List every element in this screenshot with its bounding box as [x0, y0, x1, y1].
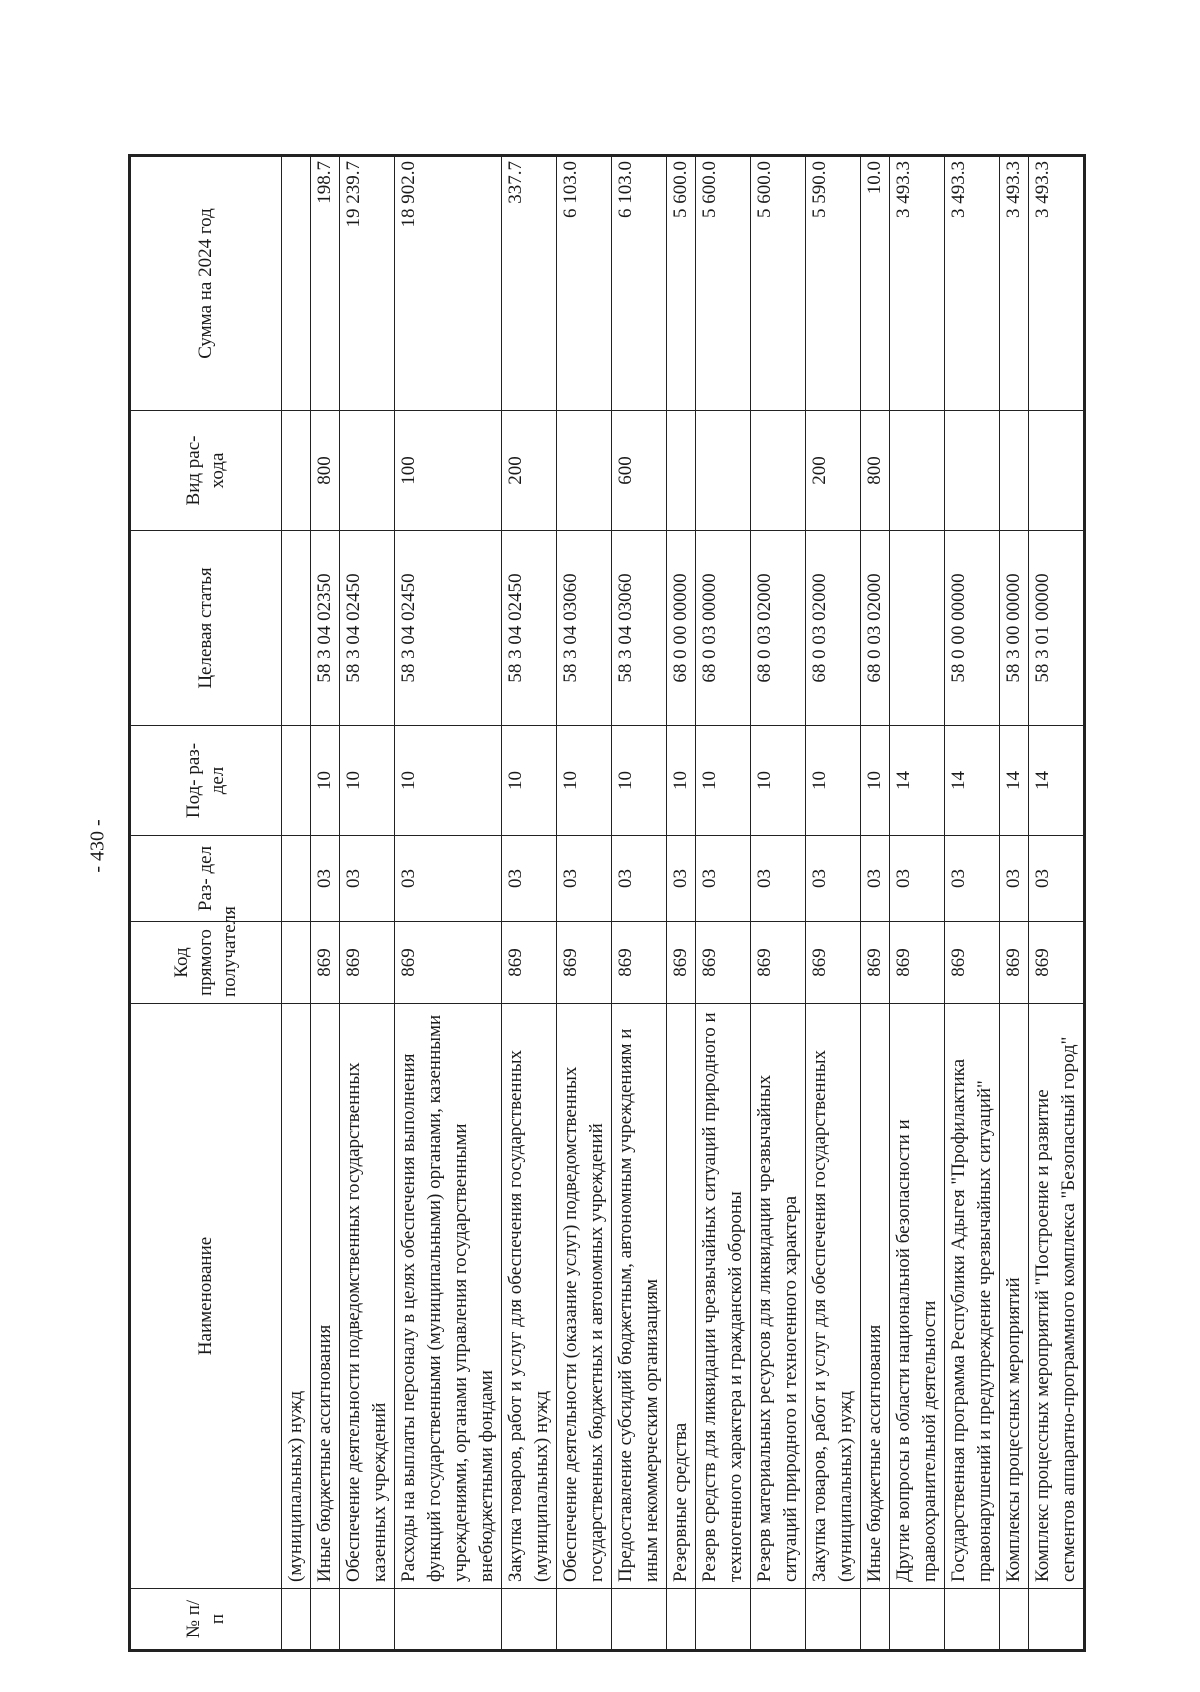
cell-kod: 869	[806, 922, 861, 1004]
cell-summa: 3 493.3	[945, 156, 1000, 411]
cell-podrazdel: 10	[696, 726, 751, 836]
cell-name: Иные бюджетные ассигнования	[311, 1004, 340, 1589]
cell-podrazdel: 10	[502, 726, 557, 836]
table-row	[1000, 156, 1029, 1651]
table-header-row	[130, 156, 282, 1651]
cell-summa: 337.7	[502, 156, 557, 411]
cell-no	[311, 1589, 340, 1651]
cell-podrazdel: 14	[890, 726, 945, 836]
cell-razdel: 03	[945, 836, 1000, 922]
cell-name: Резерв средств для ликвидации чрезвычайных ситуаций природного и техногенного характера и гражданской обороны	[696, 1004, 751, 1589]
cell-summa: 3 493.3	[1029, 156, 1085, 411]
cell-celevaya: 68 0 03 02000	[806, 531, 861, 726]
table-row	[890, 156, 945, 1651]
table-row	[667, 156, 696, 1651]
table-row	[751, 156, 806, 1651]
cell-razdel: 03	[502, 836, 557, 922]
cell-summa: 18 902.0	[395, 156, 502, 411]
cell-podrazdel: 10	[667, 726, 696, 836]
cell-kod	[282, 922, 311, 1004]
cell-no	[945, 1589, 1000, 1651]
table-row	[806, 156, 861, 1651]
cell-podrazdel: 10	[861, 726, 890, 836]
table-row	[311, 156, 340, 1651]
header-vid: Вид рас- хода	[130, 411, 282, 531]
cell-no	[340, 1589, 395, 1651]
table-row	[282, 156, 311, 1651]
table-row	[340, 156, 395, 1651]
cell-summa: 6 103.0	[612, 156, 667, 411]
cell-kod: 869	[395, 922, 502, 1004]
cell-name: Другие вопросы в области национальной безопасности и правоохранительной деятельности	[890, 1004, 945, 1589]
cell-podrazdel: 10	[612, 726, 667, 836]
cell-vid	[751, 411, 806, 531]
cell-name: Предоставление субсидий бюджетным, автономным учреждениям и иным некоммерческим организациям	[612, 1004, 667, 1589]
cell-no	[395, 1589, 502, 1651]
cell-razdel: 03	[340, 836, 395, 922]
table-row	[502, 156, 557, 1651]
cell-vid	[282, 411, 311, 531]
cell-vid: 200	[806, 411, 861, 531]
table-row	[945, 156, 1000, 1651]
cell-vid	[557, 411, 612, 531]
cell-summa: 5 600.0	[696, 156, 751, 411]
header-name: Наименование	[130, 1004, 282, 1589]
cell-vid: 800	[861, 411, 890, 531]
cell-celevaya: 58 3 04 03060	[557, 531, 612, 726]
cell-name: (муниципальных) нужд	[282, 1004, 311, 1589]
cell-vid	[340, 411, 395, 531]
cell-summa: 5 600.0	[751, 156, 806, 411]
cell-no	[502, 1589, 557, 1651]
cell-celevaya: 58 0 00 00000	[945, 531, 1000, 726]
cell-kod: 869	[340, 922, 395, 1004]
cell-name: Комплекс процессных мероприятий "Построение и развитие сегментов аппаратно-программного комплекса "Безопасный город"	[1029, 1004, 1085, 1589]
cell-name: Комплексы процессных мероприятий	[1000, 1004, 1029, 1589]
cell-celevaya: 68 0 03 00000	[696, 531, 751, 726]
cell-summa: 3 493.3	[1000, 156, 1029, 411]
cell-name: Расходы на выплаты персоналу в целях обеспечения выполнения функций государственными (муниципальными) органами, казенными учреждениями, органами управления государственными внебюджетными фондами	[395, 1004, 502, 1589]
cell-no	[282, 1589, 311, 1651]
cell-summa: 5 600.0	[667, 156, 696, 411]
cell-name: Резервные средства	[667, 1004, 696, 1589]
cell-vid	[945, 411, 1000, 531]
table-row	[1029, 156, 1085, 1651]
cell-kod: 869	[612, 922, 667, 1004]
cell-podrazdel: 10	[751, 726, 806, 836]
cell-kod: 869	[1000, 922, 1029, 1004]
cell-kod: 869	[557, 922, 612, 1004]
cell-no	[1000, 1589, 1029, 1651]
cell-kod: 869	[861, 922, 890, 1004]
cell-razdel: 03	[395, 836, 502, 922]
cell-no	[612, 1589, 667, 1651]
cell-vid: 600	[612, 411, 667, 531]
page-number: - 430 -	[86, 819, 109, 873]
cell-vid: 100	[395, 411, 502, 531]
header-podrazdel: Под- раз- дел	[130, 726, 282, 836]
cell-name: Закупка товаров, работ и услуг для обеспечения государственных (муниципальных) нужд	[806, 1004, 861, 1589]
cell-razdel: 03	[861, 836, 890, 922]
cell-razdel	[282, 836, 311, 922]
cell-kod: 869	[1029, 922, 1085, 1004]
cell-podrazdel: 10	[311, 726, 340, 836]
cell-celevaya: 68 0 03 02000	[751, 531, 806, 726]
cell-summa: 198.7	[311, 156, 340, 411]
cell-podrazdel: 10	[340, 726, 395, 836]
budget-table	[128, 154, 1086, 1652]
cell-vid: 800	[311, 411, 340, 531]
cell-razdel: 03	[1029, 836, 1085, 922]
cell-kod: 869	[696, 922, 751, 1004]
cell-no	[751, 1589, 806, 1651]
cell-vid	[667, 411, 696, 531]
cell-razdel: 03	[612, 836, 667, 922]
cell-podrazdel: 14	[945, 726, 1000, 836]
cell-celevaya	[890, 531, 945, 726]
cell-celevaya: 58 3 04 03060	[612, 531, 667, 726]
cell-kod: 869	[311, 922, 340, 1004]
cell-kod: 869	[502, 922, 557, 1004]
cell-name: Обеспечение деятельности (оказание услуг) подведомственных государственных бюджетных и автономных учреждений	[557, 1004, 612, 1589]
cell-celevaya: 68 0 00 00000	[667, 531, 696, 726]
cell-name: Резерв материальных ресурсов для ликвидации чрезвычайных ситуаций природного и техногенного характера	[751, 1004, 806, 1589]
cell-podrazdel: 10	[395, 726, 502, 836]
cell-razdel: 03	[311, 836, 340, 922]
cell-vid: 200	[502, 411, 557, 531]
cell-celevaya: 58 3 00 00000	[1000, 531, 1029, 726]
cell-kod: 869	[667, 922, 696, 1004]
cell-no	[667, 1589, 696, 1651]
cell-summa: 5 590.0	[806, 156, 861, 411]
cell-no	[696, 1589, 751, 1651]
cell-celevaya: 58 3 04 02450	[502, 531, 557, 726]
table-row	[395, 156, 502, 1651]
cell-razdel: 03	[890, 836, 945, 922]
cell-vid	[890, 411, 945, 531]
cell-podrazdel: 10	[557, 726, 612, 836]
cell-name: Закупка товаров, работ и услуг для обеспечения государственных (муниципальных) нужд	[502, 1004, 557, 1589]
cell-vid	[1000, 411, 1029, 531]
cell-no	[557, 1589, 612, 1651]
header-celevaya: Целевая статья	[130, 531, 282, 726]
cell-celevaya: 58 3 01 00000	[1029, 531, 1085, 726]
cell-podrazdel: 10	[806, 726, 861, 836]
cell-podrazdel	[282, 726, 311, 836]
header-summa: Сумма на 2024 год	[130, 156, 282, 411]
cell-summa: 10.0	[861, 156, 890, 411]
cell-podrazdel: 14	[1000, 726, 1029, 836]
cell-razdel: 03	[1000, 836, 1029, 922]
cell-razdel: 03	[667, 836, 696, 922]
cell-summa	[282, 156, 311, 411]
cell-name: Обеспечение деятельности подведомственных государственных казенных учреждений	[340, 1004, 395, 1589]
header-no: № п/п	[130, 1589, 282, 1651]
cell-kod: 869	[890, 922, 945, 1004]
cell-razdel: 03	[557, 836, 612, 922]
table-row	[696, 156, 751, 1651]
cell-razdel: 03	[696, 836, 751, 922]
header-razdel: Раз- дел	[130, 836, 282, 922]
cell-celevaya: 68 0 03 02000	[861, 531, 890, 726]
cell-razdel: 03	[751, 836, 806, 922]
cell-summa: 19 239.7	[340, 156, 395, 411]
cell-summa: 3 493.3	[890, 156, 945, 411]
cell-celevaya	[282, 531, 311, 726]
cell-no	[890, 1589, 945, 1651]
cell-no	[806, 1589, 861, 1651]
cell-celevaya: 58 3 04 02350	[311, 531, 340, 726]
cell-kod: 869	[945, 922, 1000, 1004]
rotated-page-content	[128, 157, 1079, 1652]
header-kod: Код прямого получателя	[130, 922, 282, 1004]
cell-celevaya: 58 3 04 02450	[395, 531, 502, 726]
cell-name: Государственная программа Республики Адыгея "Профилактика правонарушений и предупреждение чрезвычайных ситуаций"	[945, 1004, 1000, 1589]
cell-vid	[696, 411, 751, 531]
table-row	[557, 156, 612, 1651]
cell-name: Иные бюджетные ассигнования	[861, 1004, 890, 1589]
cell-kod: 869	[751, 922, 806, 1004]
cell-no	[1029, 1589, 1085, 1651]
cell-razdel: 03	[806, 836, 861, 922]
cell-summa: 6 103.0	[557, 156, 612, 411]
cell-celevaya: 58 3 04 02450	[340, 531, 395, 726]
table-row	[861, 156, 890, 1651]
table-row	[612, 156, 667, 1651]
cell-no	[861, 1589, 890, 1651]
cell-vid	[1029, 411, 1085, 531]
cell-podrazdel: 14	[1029, 726, 1085, 836]
